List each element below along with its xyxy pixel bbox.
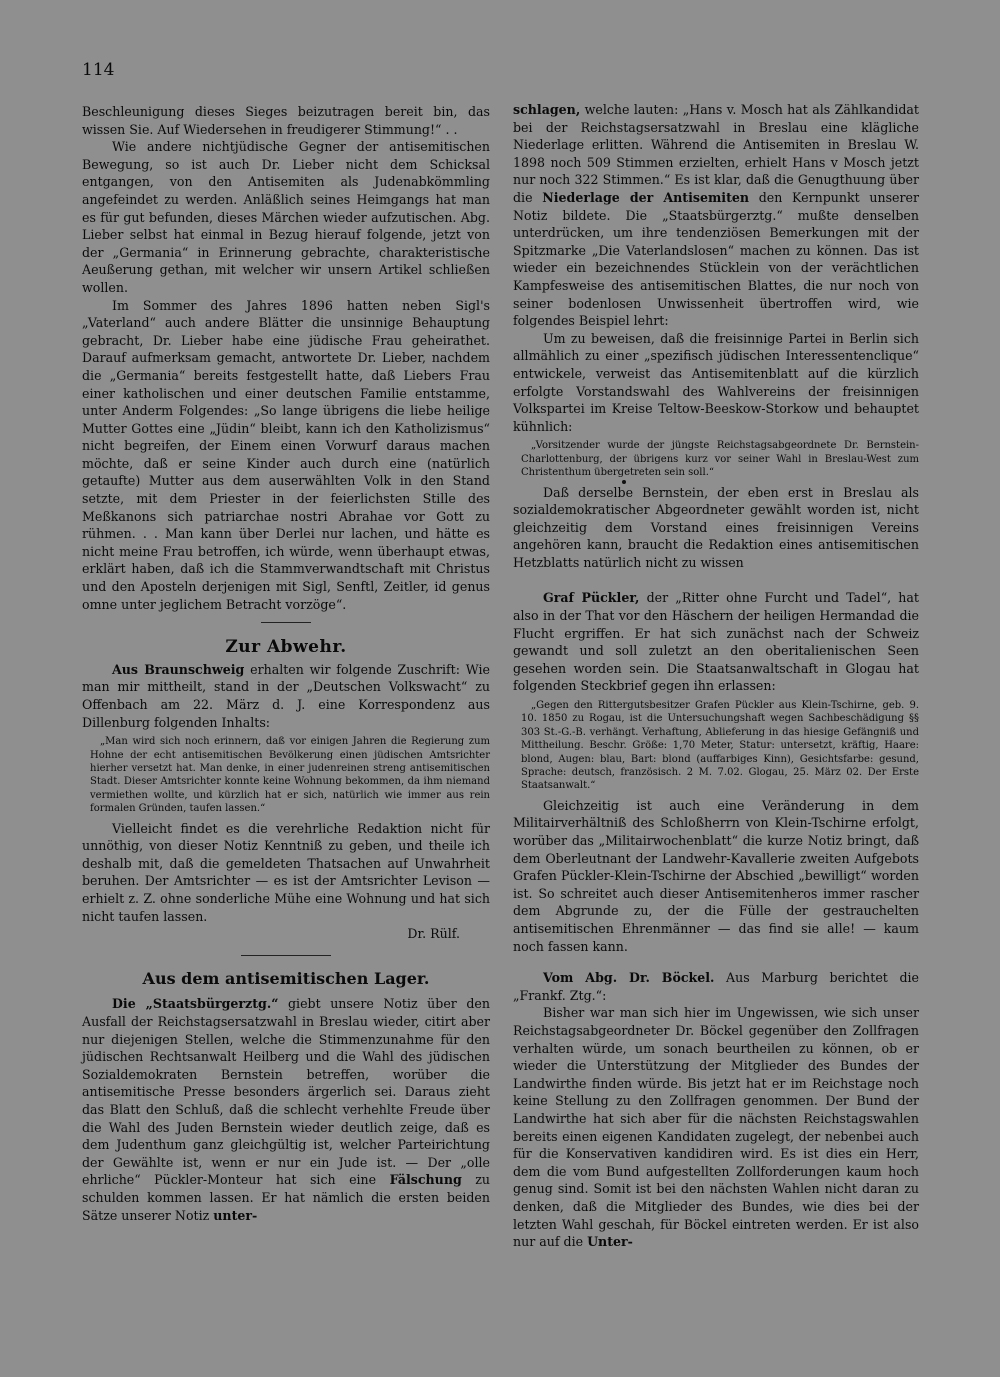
lead-term: Aus Braunschweig (112, 661, 245, 677)
emphasis: unter- (213, 1207, 258, 1223)
paragraph: Daß derselbe Bernstein, der eben erst in Breslau als sozialdemokratischer Abgeordneter gewählt worden ist, nicht gleichzeitig dem Vorstand eines freisinnigen Vereins angehören kann, braucht die Redaktion eines antisemitischen Hetzblatts natürlich nicht zu wissen (513, 484, 919, 570)
paragraph-text: erhalten wir folgende Zuschrift: Wie man mir mittheilt, stand in der „Deutschen Volkswacht“ zu Offenbach am 22. März d. J. eine Korrespondenz aus Dillenburg folgenden Inhalts: (82, 661, 490, 730)
paragraph (513, 101, 919, 330)
paragraph: Um zu beweisen, daß die freisinnige Partei in Berlin sich allmählich zu einer „spezifisch jüdischen Interessentenclique“ entwickele, verweist das Antisemitenblatt auf die kürzlich erfolgte Vorstandswahl des Wahlvereins der freisinnigen Volkspartei im Kreise Teltow-Beeskow-Storkow und behauptet kühnlich: (513, 330, 919, 434)
lead-term: Graf Pückler, (543, 590, 640, 606)
quotation: „Man wird sich noch erinnern, daß vor einigen Jahren die Regierung zum Hohne der echt antisemitischen Bevölkerung einen jüdischen Amtsrichter hierher versetzt hat. Man denke, in einer judenreinen streng antisemitischen Stadt. Dieser Amtsrichter konnte keine Wohnung bekommen, da ihm niemand vermiethen wollte, und kürzlich hat er sich, natürlich wie immer aus rein formalen Gründen, taufen lassen.“ (90, 736, 490, 815)
paragraph: Im Sommer des Jahres 1896 hatten neben Sigl's „Vaterland“ auch andere Blätter die unsinnige Behauptung gebracht, Dr. Lieber habe eine jüdische Frau geheirathet. Darauf aufmerksam gemacht, antwortete Dr. Lieber, nachdem die „Germania“ bereits festgestellt hatte, daß Liebers Frau einer katholischen und einer deutschen Familie entstamme, unter Anderm Folgendes: „So lange übrigens die liebe heilige Mutter Gottes eine „Jüdin“ bleibt, kann ich den Katholizismus“ nicht begreifen, der Einem einen Vorwurf daraus machen möchte, daß er seine Kinder auch durch eine (natürlich getaufte) Mutter aus dem auserwählten Volk in den Stand setzte, mit dem Priester in der feierlichsten Stille des Meßkanons sich patriarchae nostri Abrahae vor Gott zu rühmen. . . Man kann über Derlei nur lachen, und hätte es nicht meine Frau betroffen, ich würde, wenn überhaupt etwas, erklärt haben, daß ich die Stammverwandtschaft mit Christus und den Aposteln derjenigen mit Sigl, Senftl, Zeitler, id genus omne unter jeglichem Betracht vorzöge“. (82, 297, 490, 612)
emphasis: schlagen, (513, 102, 581, 117)
paragraph-text: Bisher war man sich hier im Ungewissen, wie sich unser Reichstagsabgeordneter Dr. Böckel gegenüber den Zollfragen verhalten würde, um sonach beurtheilen zu können, ob er wieder die Unterstützung der Mitglieder des Bundes der Landwirthe finden würde. Bis jetzt hat er im Reichstage noch keine Stellung zu den Zollfragen genommen. Der Bund der Landwirthe hat sich aber für die nächsten Reichstagswahlen bereits einen eigenen Kandidaten zugelegt, der nebenbei auch für die Konservativen kandidiren wird. Es ist dies ein Herr, dem die vom Bund aufgestellten Zollforderungen kaum hoch genug sind. Somit ist bei den nächsten Wahlen nicht daran zu denken, daß die Mitglieder des Bundes, wie dies bei der letzten Wahl geschah, für Böckel eintreten werden. Er ist also nur auf die (513, 1005, 919, 1250)
section-heading: Aus dem antisemitischen Lager. (142, 968, 430, 988)
lead-term: Die „Staatsbürgerztg.“ (112, 996, 279, 1012)
paragraph-text: den Kernpunkt unserer Notiz bildete. Die „Staatsbürgerztg.“ mußte denselben unterdrücken, um ihre tendenziösen Bemerkungen mit der Spitzmarke „Die Vaterlandslosen“ machen zu können. Das ist wieder ein bezeichnendes Stücklein von der verächtlichen Kampfesweise des antisemitischen Blattes, die nur noch von seiner bodenlosen Unwissenheit übertroffen wird, wie folgendes Beispiel lehrt: (513, 189, 919, 329)
paragraph (82, 661, 490, 731)
paragraph-text: zu schulden kommen lassen. Er hat nämlich die ersten beiden Sätze unserer Notiz (82, 1172, 490, 1223)
paragraph-text: giebt unsere Notiz über den Ausfall der Reichstagsersatzwahl in Breslau wieder, citirt aber nur diejenigen Stellen, welche die Stimmenzunahme für den jüdischen Rechtsanwalt Heilberg und die Wahl des jüdischen Sozialdemokraten Bernstein betreffen, worüber die antisemitische Presse besonders ärgerlich sei. Daraus zieht das Blatt den Schluß, daß die schlecht verhehlte Freude über die Wahl des Juden Bernstein wieder deutlich zeige, daß es dem Judenthum ganz gleichgültig ist, welcher Parteirichtung der Gewählte ist, wenn er nur ein Jude ist. — Der „olle ehrliche“ Pückler-Monteur hat sich eine (82, 996, 490, 1188)
paragraph: Beschleunigung dieses Sieges beizutragen bereit bin, das wissen Sie. Auf Wiedersehen in freudigerer Stimmung!“ . . (82, 104, 490, 137)
lead-term: Vom Abg. Dr. Böckel. (543, 970, 715, 986)
signature: Dr. Rülf. (407, 926, 460, 942)
divider (241, 955, 331, 956)
right-column (513, 101, 919, 1251)
paragraph-text: welche lauten: „Hans v. Mosch hat als Zählkandidat bei der Reichstagsersatzwahl in Breslau eine klägliche Niederlage erlitten. Während die Antisemiten in Breslau W. 1898 noch 509 Stimmen erzielten, erhielt Hans v Mosch jetzt nur noch 322 Stimmen.“ Es ist klar, daß die Genugthuung über die (513, 102, 919, 205)
paragraph-text: Aus Marburg berichtet die „Frankf. Ztg.“: (513, 970, 919, 1003)
spacer (513, 955, 919, 969)
section-heading: Zur Abwehr. (225, 637, 347, 658)
spacer (513, 571, 919, 589)
emphasis: Unter- (587, 1234, 633, 1250)
paragraph: Vielleicht findet es die verehrliche Redaktion nicht für unnöthig, von dieser Notiz Kenntniß zu geben, und theile ich deshalb mit, daß die gemeldeten Thatsachen auf Unwahrheit beruhen. Der Amtsrichter — es ist der Amtsrichter Levison — erhielt z. Z. ohne sonderliche Mühe eine Wohnung und hat sich nicht taufen lassen. (82, 820, 490, 924)
emphasis: Niederlage der Antisemiten (542, 189, 750, 205)
quotation: „Gegen den Rittergutsbesitzer Grafen Pückler aus Klein-Tschirne, geb. 9. 10. 1850 zu Rogau, ist die Untersuchungshaft wegen Sachbeschädigung §§ 303 St.-G.-B. verhängt. Verhaftung, Ablieferung in das hiesige Gefängniß und Mittheilung. Beschr. Größe: 1,70 Meter, Statur: untersetzt, kräftig, Haare: blond, Augen: blau, Bart: blond (auffarbiges Kinn), Gesichtsfarbe: gesund, Sprache: deutsch, französisch. 2 M. 7.02. Glogau, 25. März 02. Der Erste Staatsanwalt.“ (521, 700, 919, 792)
paragraph (513, 1004, 919, 1250)
page-number: 114 (82, 60, 115, 80)
ink-dot (622, 480, 626, 484)
paragraph: Wie andere nichtjüdische Gegner der antisemitischen Bewegung, so ist auch Dr. Lieber nicht dem Schicksal entgangen, von den Antisemiten als Judenabkömmling angefeindet zu werden. Anläßlich seines Heimgangs hat man es für gut befunden, dieses Märchen wieder aufzutischen. Abg. Lieber selbst hat einmal in Bezug hierauf folgende, jetzt von der „Germania“ in Erinnerung gebrachte, charakteristische Aeußerung gethan, mit welcher wir unsern Artikel schließen wollen. (82, 139, 490, 295)
quotation: „Vorsitzender wurde der jüngste Reichstagsabgeordnete Dr. Bernstein-Charlottenburg, der übrigens kurz vor seiner Wahl in Breslau-West zum Christenthum übergetreten sein soll.“ (521, 440, 919, 479)
paragraph (513, 969, 919, 1004)
emphasis: Fälschung (389, 1172, 462, 1188)
paragraph-text: der „Ritter ohne Furcht und Tadel“, hat also in der That vor den Häschern der heiligen Hermandad die Flucht ergriffen. Er hat sich zunächst nach der Schweiz gewandt und soll zuletzt an den oberitalienischen Seen gesehen worden sein. Die Staatsanwaltschaft in Glogau hat folgenden Steckbrief gegen ihn erlassen: (513, 590, 919, 694)
divider (261, 622, 311, 623)
paragraph: Gleichzeitig ist auch eine Veränderung in dem Militairverhältniß des Schloßherrn von Klein-Tschirne erfolgt, worüber das „Militairwochenblatt“ die kurze Notiz bringt, daß dem Oberleutnant der Landwehr-Kavallerie zweiten Aufgebots Grafen Pückler-Klein-Tschirne der Abschied „bewilligt“ worden ist. So schreitet auch dieser Antisemitenheros immer rascher dem Abgrunde zu, der die Fülle der gestrauchelten antisemitischen Ehrenmänner — das find sie alle! — kaum noch fassen kann. (513, 797, 919, 954)
paragraph (82, 995, 490, 1224)
left-column (82, 103, 490, 1224)
paragraph (513, 589, 919, 695)
